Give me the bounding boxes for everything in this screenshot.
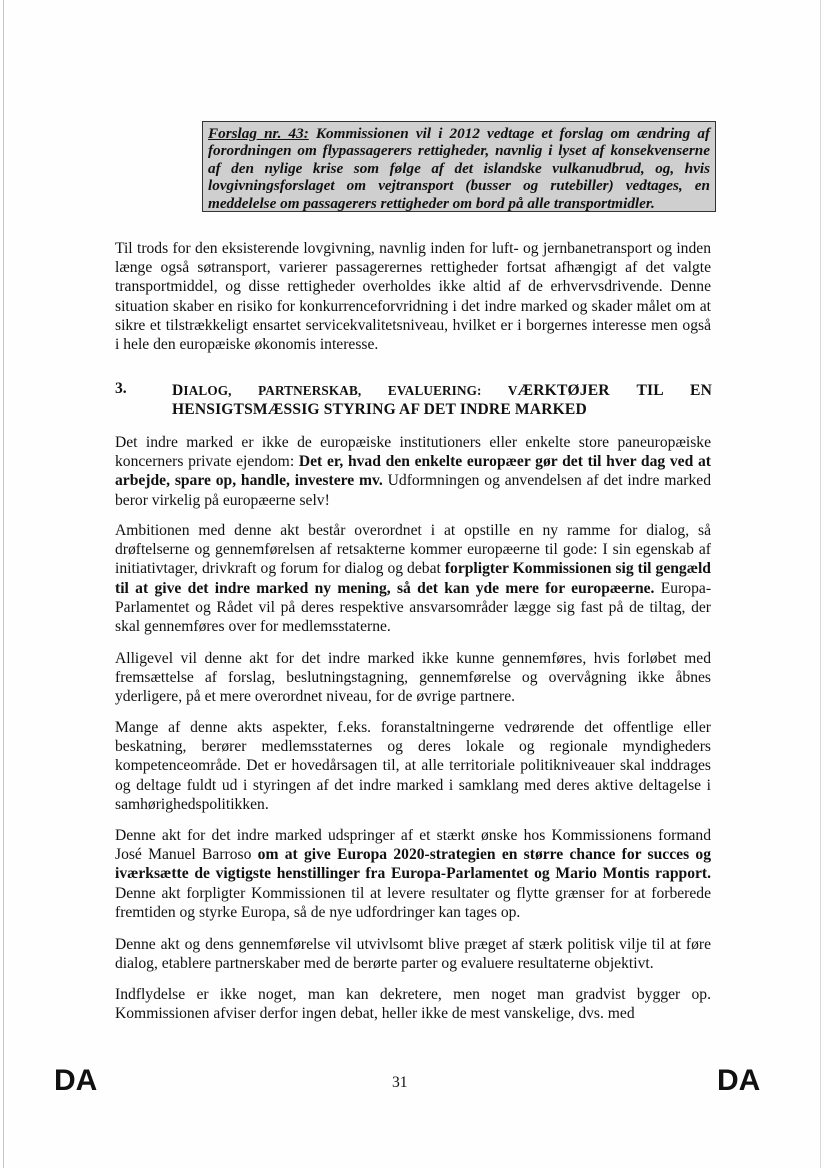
language-code-right: DA [717,1064,761,1097]
scan-edge-right [820,0,821,1168]
section-heading: DIALOG, PARTNERSKAB, EVALUERING: VÆRKTØJER TIL EN HENSIGTSMÆSSIG STYRING AF DET INDRE MARKED [172,382,712,418]
proposal-box [202,121,716,212]
paragraph-2: Ambitionen med denne akt består overordnet i at opstille en ny ramme for dialog, så drøftelserne og gennemførelsen af retsakterne kommer europæerne til gode: I sin egenskab af initiativtager, drivkraft og forum for dialog og debat forpligter Kommissionen sig til gengæld til at give det indre marked ny mening, så det kan yde mere for europæerne. Europa-Parlamentet og Rådet vil på deres respektive ansvarsområder lægge sig fast på de tiltag, der skal gennemføres over for medlemsstaterne. [115,522,712,636]
proposal-text: Kommissionen vil i 2012 vedtage et forslag om ændring af forordningen om flypassagerers rettigheder, navnlig i lyset af konsekvenserne af den nylige krise som følge af det islandske vulkanudbrud, og, hvis lovgivningsforslaget om vejtransport (busser og rutebiller) vedtages, en meddelelse om passagerers rettigheder om bord på alle transportmidler. [208,125,710,212]
scan-edge-left [3,0,4,1168]
paragraph-1: Det indre marked er ikke de europæiske institutioners eller enkelte store paneuropæiske koncerners private ejendom: Det er, hvad den enkelte europæer gør det til hver dag ved at arbejde, spare op, handle, investere mv. Udformningen og anvendelsen af det indre marked beror virkelig på europæerne selv! [115,434,711,509]
paragraph-7: Indflydelse er ikke noget, man kan dekretere, men noget man gradvist bygger op. Kommissionen afviser derfor ingen debat, heller ikke de mest vanskelige, dvs. med [115,986,711,1023]
proposal-lead: Forslag nr. 43: [208,125,309,142]
paragraph-4: Mange af denne akts aspekter, f.eks. foranstaltningerne vedrørende det offentlige eller beskatning, berører medlemsstaternes og deres lokale og regionale myndigheders kompetenceområde. Det er hovedårsagen til, at alle territoriale politikniveauer skal inddrages og deltage fuldt ud i styringen af det indre marked i samklang med deres aktive deltagelse i samhørighedspolitikken. [115,719,711,813]
intro-paragraph-block [115,239,711,354]
language-code-left: DA [54,1064,98,1097]
paragraph-6: Denne akt og dens gennemførelse vil utvivlsomt blive præget af stærk politisk vilje til at føre dialog, etablere partnerskaber med de berørte parter og evaluere resultaterne objektivt. [115,936,711,973]
paragraph-5: Denne akt for det indre marked udspringer af et stærkt ønske hos Kommissionens formand José Manuel Barroso om at give Europa 2020-strategien en større chance for succes og iværksætte de vigtigste henstillinger fra Europa-Parlamentet og Mario Montis rapport. Denne akt forpligter Kommissionen til at levere resultater og flytte grænser for at forberede fremtiden og styrke Europa, så de nye udfordringer kan tages op. [115,827,711,921]
page-number: 31 [392,1074,408,1091]
section-number: 3. [115,380,127,397]
intro-paragraph: Til trods for den eksisterende lovgivning, navnlig inden for luft- og jernbanetransport og inden længe også søtransport, varierer passagerernes rettigheder fortsat afhængigt af det valgte transportmiddel, og disse rettigheder overholdes ikke altid af de erhvervsdrivende. Denne situation skaber en risiko for konkurrenceforvridning i det indre marked og skader målet om at sikre et tilstrækkeligt ensartet servicekvalitetsniveau, hvilket er i borgernes interesse men også i hele den europæiske økonomis interesse. [115,240,711,354]
paragraph-3: Alligevel vil denne akt for det indre marked ikke kunne gennemføres, hvis forløbet med fremsættelse af forslag, beslutningstagning, gennemførelse og overvågning ikke åbnes yderligere, på et mere overordnet niveau, for de øvrige partnere. [115,650,711,706]
